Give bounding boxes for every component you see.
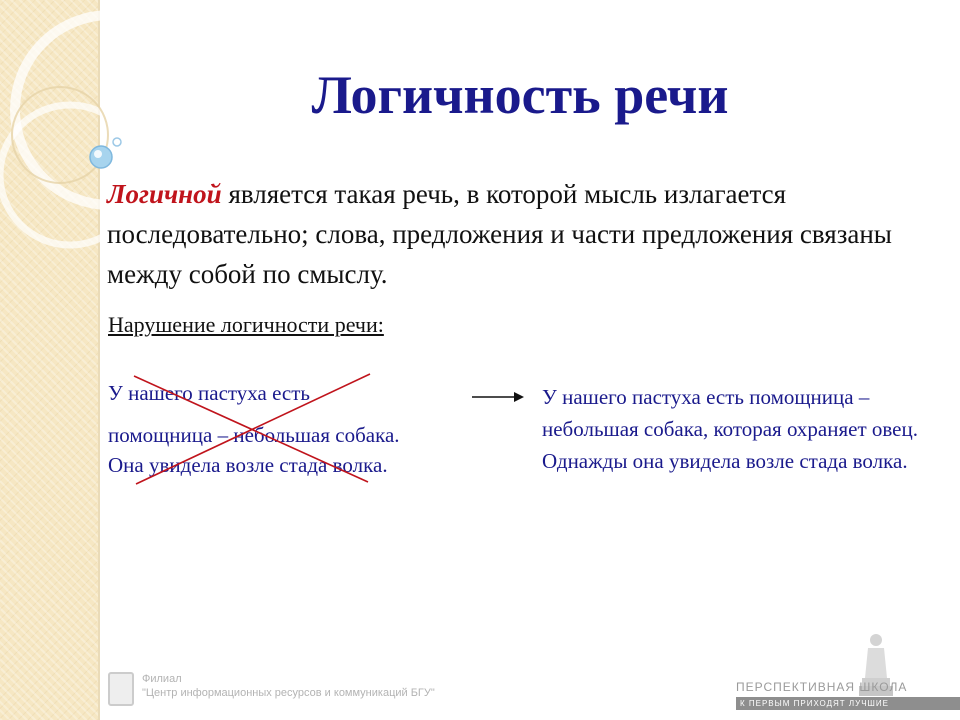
violation-heading: Нарушение логичности речи:	[108, 312, 384, 337]
definition-text: является такая речь, в которой мысль излагается последовательно; слова, предложения и части предложения связаны между собой по смыслу.	[107, 179, 892, 289]
school-name: ПЕРСПЕКТИВНАЯ ШКОЛА	[736, 680, 908, 694]
footer-branch	[108, 672, 435, 706]
cross-out-mark	[130, 372, 380, 487]
defined-term: Логичной	[107, 179, 222, 209]
footer-school	[736, 680, 960, 720]
school-tagline: К ПЕРВЫМ ПРИХОДЯТ ЛУЧШИЕ	[736, 697, 960, 710]
slide-title: Логичность речи	[311, 65, 729, 125]
wrong-example-line-1: У нашего пастуха есть	[108, 381, 311, 405]
wrong-example-line-3: Она увидела возле стада волка.	[108, 453, 388, 477]
arrow-right-icon	[470, 390, 526, 404]
branch-name: "Центр информационных ресурсов и коммуникаций БГУ"	[142, 687, 435, 699]
wrong-example-line-2: помощница – небольшая собака.	[108, 423, 400, 447]
branch-label: Филиал	[142, 673, 182, 685]
corrected-example: У нашего пастуха есть помощница – небольшая собака, которая охраняет овец. Однажды она увидела возле стада волка.	[542, 385, 918, 473]
branch-logo-icon	[108, 672, 134, 706]
definition-paragraph	[107, 174, 907, 294]
